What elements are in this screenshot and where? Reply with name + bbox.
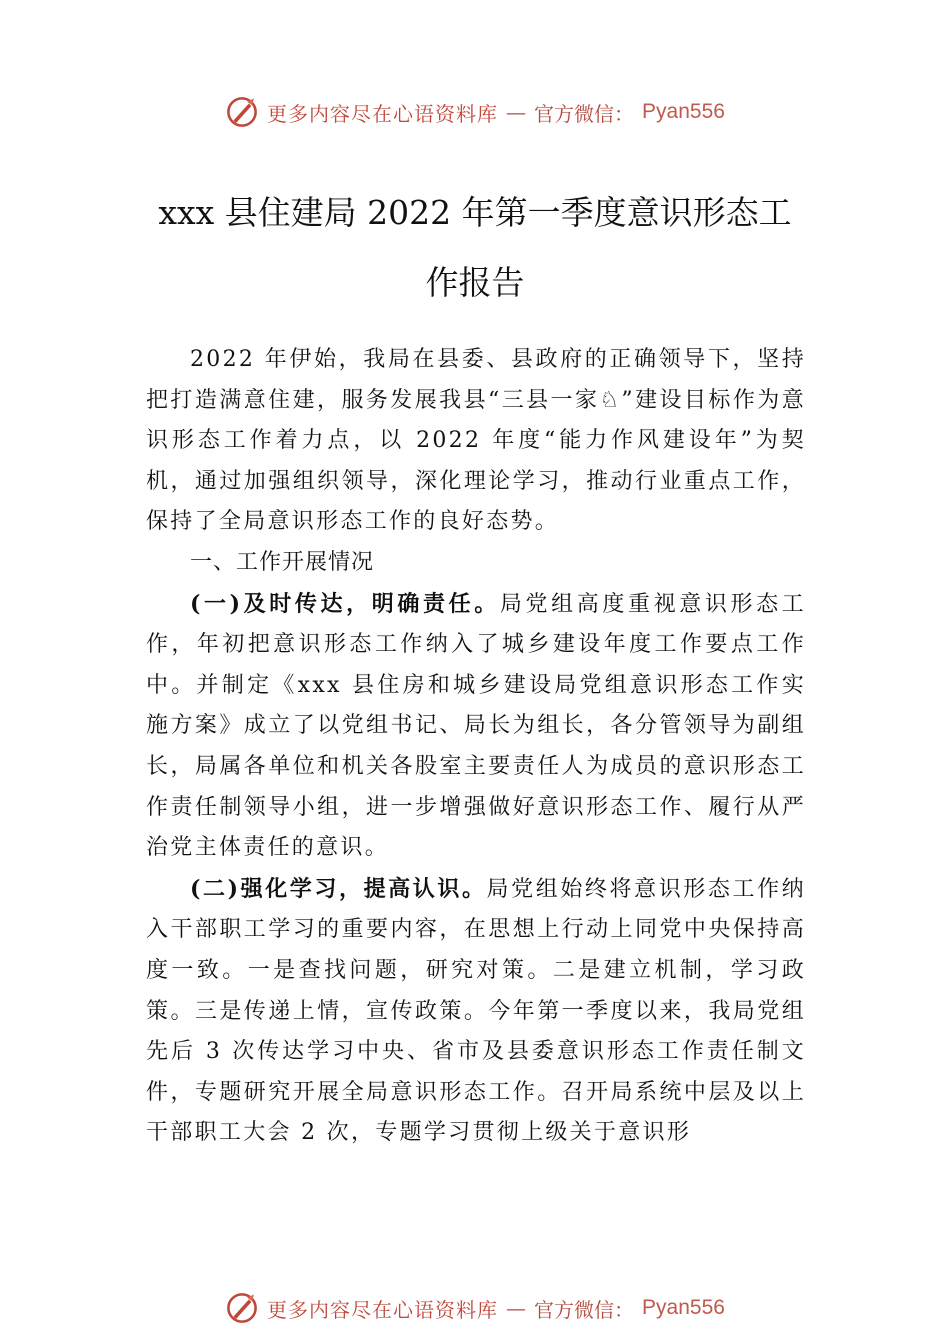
wechat-id: Pyan556 [642, 1296, 725, 1319]
separator-text: — [506, 1296, 527, 1320]
item-2-lead: (二)强化学习，提高认识。 [190, 875, 487, 902]
item-2-text: 局党组始终将意识形态工作纳入干部职工学习的重要内容，在思想上行动上同党中央保持高度一致。一是查找问题，研究对策。二是建立机制，学习政策。三是传递上情，宣传政策。今年第一季度以来，我局党组先后 3 次传达学习中央、省市及县委意识形态工作责任制文件，专题研究开展全局意识形态工作。召开局系统中层及以上干部职工大会 2 次，专题学习贯彻上级关于意识形 [146, 876, 806, 1146]
brand-text: 更多内容尽在心语资料库 [267, 101, 499, 126]
wechat-label: 官方微信： [534, 101, 635, 126]
header-banner [0, 92, 950, 132]
separator-text: — [506, 100, 527, 124]
intro-paragraph: 2022 年伊始，我局在县委、县政府的正确领导下，坚持把打造满意住建，服务发展我县“三县一家♘”建设目标作为意识形态工作着力点，以 2022 年度“能力作风建设年”为契机，通过加强组织领导，深化理论学习，推动行业重点工作，保持了全局意识形态工作的良好态势。 [146, 347, 806, 535]
quill-pen-logo-icon [225, 95, 259, 129]
brand-text: 更多内容尽在心语资料库 [267, 1297, 499, 1322]
document-body [146, 340, 806, 1154]
item-1-lead: (一)及时传达，明确责任。 [190, 590, 500, 617]
footer-banner [0, 1288, 950, 1328]
item-1-paragraph [146, 584, 806, 869]
section-heading: 一、工作开展情况 [190, 549, 375, 575]
wechat-label: 官方微信： [534, 1297, 635, 1322]
document-title [130, 178, 820, 318]
quill-pen-logo-icon [225, 1291, 259, 1325]
wechat-id: Pyan556 [642, 100, 725, 123]
item-1-text: 局党组高度重视意识形态工作，年初把意识形态工作纳入了城乡建设年度工作要点工作中。并制定《xxx 县住房和城乡建设局党组意识形态工作实施方案》成立了以党组书记、局长为组长，各分管领导为副组长，局属各单位和机关各股室主要责任人为成员的意识形态工作责任制领导小组，进一步增强做好意识形态工作、履行从严治党主体责任的意识。 [146, 591, 806, 861]
title-line-1: xxx 县住建局 2022 年第一季度意识形态工 [158, 193, 792, 232]
title-line-2: 作报告 [425, 263, 525, 302]
item-2-paragraph [146, 869, 806, 1154]
